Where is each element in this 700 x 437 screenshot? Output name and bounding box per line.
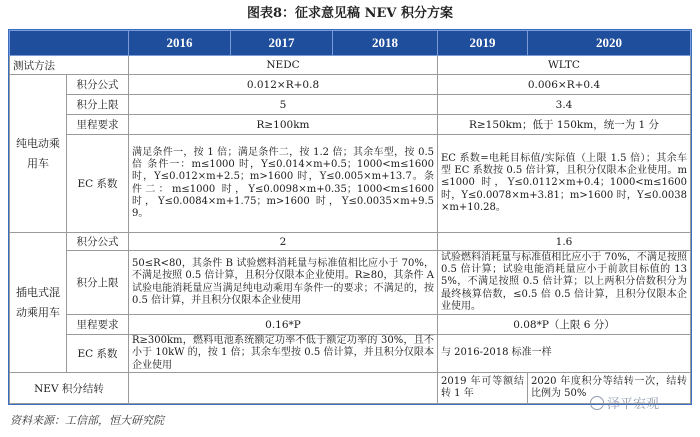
pure-formula-label: 积分公式 [67,75,129,95]
phev-range-label: 里程要求 [67,315,129,335]
transfer-value-a [129,373,438,404]
table-row [10,95,691,115]
table-row [10,251,691,315]
table-row [10,373,691,404]
phev-formula-value-a: 2 [129,233,438,251]
year-header-row [10,31,691,56]
pure-ec-label: EC 系数 [67,135,129,233]
phev-group-label: 插电式混动乘用车 [10,233,67,373]
phev-range-value-b: 0.08*P（上限 6 分） [438,315,691,335]
test-method-label: 测试方法 [10,56,129,75]
nev-credit-table [8,29,692,405]
pure-cap-value-b: 3.4 [438,95,691,115]
table-row [10,115,691,135]
table-row [10,56,691,75]
table-row [10,233,691,251]
pure-formula-value-a: 0.012×R+0.8 [129,75,438,95]
wltc-cell: WLTC [438,56,691,75]
nedc-cell: NEDC [129,56,438,75]
phev-cap-value-b: 试验燃料消耗量与标准值相比应小于 70%，不满足按照 0.5 倍计算；试验电能消耗量应小于前款目标值的 135%，不满足按照 0.5 倍计算；以上两积分倍数积分为最终核算倍数，≤0.5 倍 0.5 倍计算，且积分仅限本企业使用。 [438,251,691,315]
watermark-text: 泽平宏观 [607,397,660,412]
phev-formula-value-b: 1.6 [438,233,691,251]
phev-ec-value-b: 与 2016-2018 标准一样 [438,335,691,373]
phev-formula-label: 积分公式 [67,233,129,251]
table-row [10,75,691,95]
phev-cap-label: 积分上限 [67,251,129,315]
page-title: 图表8：征求意见稿 NEV 积分方案 [247,6,453,21]
header-corner [10,31,129,56]
transfer-label: NEV 积分结转 [10,373,129,404]
table-row [10,335,691,373]
source-note: 资料来源：工信部，恒大研究院 [10,414,164,427]
pure-cap-label: 积分上限 [67,95,129,115]
phev-range-value-a: 0.16*P [129,315,438,335]
wechat-logo-icon [590,396,604,410]
pure-ec-value-b: EC 系数=电耗目标值/实际值（上限 1.5 倍）；其余车型 EC 系数按 0.5 倍计算，且积分仅限本企业使用。m≤1000 时，Y≤0.0112×m+0.4；1000<m≤1600 时，Y≤0.0078×m+3.81；m>1600 时，Y≤0.0038×m+10.28。 [438,135,691,233]
year-2020: 2020 [528,31,691,56]
pure-formula-value-b: 0.006×R+0.4 [438,75,691,95]
phev-ec-value-a: R≥300km，燃料电池系统额定功率不低于额定功率的 30%，且不小于 10kW 的，按 1 倍；其余车型按 0.5 倍计算，并且积分仅限本企业使用 [129,335,438,373]
pure-range-value-b: R≥150km；低于 150km，统一为 1 分 [438,115,691,135]
year-2018: 2018 [333,31,438,56]
year-2017: 2017 [231,31,333,56]
table-row [10,135,691,233]
pure-cap-value-a: 5 [129,95,438,115]
watermark [590,393,659,412]
year-2016: 2016 [129,31,231,56]
phev-cap-value-a: 50≤R<80，其条件 B 试验燃料消耗量与标准值相比应小于 70%，不满足按照 0.5 倍计算，且积分仅限本企业使用。R≥80，其条件 A 试验电能消耗量应当满足纯电动乘用车条件一的要求；不满足的，按 0.5 倍计算，并且积分仅限本企业使用 [129,251,438,315]
table-row [10,315,691,335]
phev-ec-label: EC 系数 [67,335,129,373]
pure-range-label: 里程要求 [67,115,129,135]
transfer-value-2020: 2020 年度积分等结转一次，结转比例为 50% [528,373,691,404]
pure-ec-value-a: 满足条件一，按 1 倍；满足条件二，按 1.2 倍；其余车型，按 0.5 倍 条件一：m≤1000 时，Y≤0.014×m+0.5；1000<m≤1600 时，Y≤0.012×m+2.5；m>1600 时，Y≤0.005×m+13.7。条件二：m≤1000 时，Y≤0.0098×m+0.35；1000<m≤1600 时，Y≤0.0084×m+1.75；m>1600 时，Y≤0.0035×m+9.59。 [129,135,438,233]
year-2019: 2019 [438,31,528,56]
transfer-value-2019: 2019 年可等额结转 1 年 [438,373,528,404]
pure-ev-group-label: 纯电动乘用车 [10,75,67,233]
pure-range-value-a: R≥100km [129,115,438,135]
